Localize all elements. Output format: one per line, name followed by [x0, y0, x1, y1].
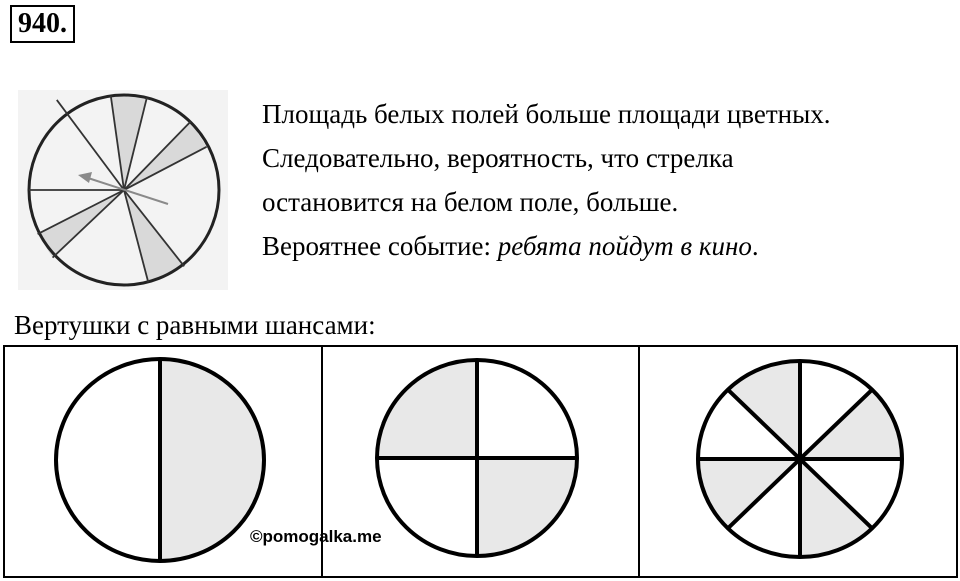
explanation-line-1: Площадь белых полей больше площади цветных.: [262, 99, 831, 129]
conclusion-label: Вероятнее событие:: [262, 231, 498, 261]
spinner-8-sectors: [640, 347, 956, 576]
explanation-text: [262, 92, 952, 268]
conclusion-answer: ребята пойдут в кино: [497, 231, 752, 261]
subtitle: Вертушки с равными шансами:: [14, 310, 376, 340]
spinner-with-arrow-image: [18, 90, 228, 290]
spinners-table: [3, 345, 958, 578]
problem-number: 940.: [10, 5, 75, 43]
conclusion-line: [262, 224, 952, 268]
spinner-cell-8-sectors: [638, 347, 956, 576]
explanation-line-2: Следовательно, вероятность, что стрелка: [262, 143, 734, 173]
conclusion-end: .: [751, 231, 759, 261]
explanation-line-3: остановится на белом поле, больше.: [262, 187, 679, 217]
watermark: ©pomogalka.me: [250, 527, 382, 546]
